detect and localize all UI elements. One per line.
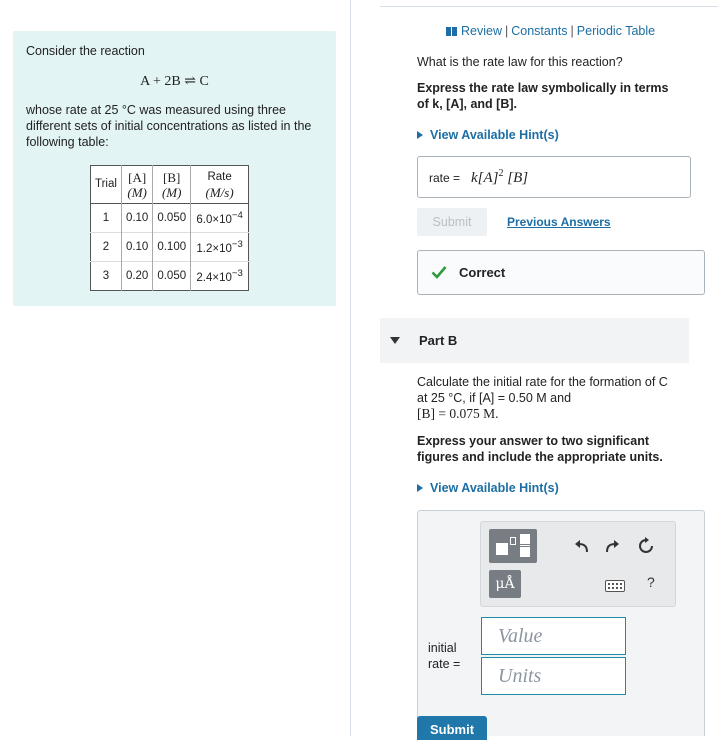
part-b-instruction: Express your answer to two significant figures and include the appropriate units.: [417, 434, 663, 464]
header-a: [A] (M): [121, 166, 152, 204]
templates-button[interactable]: [489, 529, 537, 563]
problem-statement-panel: [13, 31, 336, 306]
part-a-submit-button[interactable]: Submit: [417, 208, 487, 236]
cell-a: 0.10: [121, 204, 152, 233]
part-b-header[interactable]: [380, 318, 689, 363]
link-separator: |: [570, 24, 574, 38]
cell-rate: $6.0\times 10^{-4}$: [191, 204, 249, 233]
value-input[interactable]: [481, 617, 626, 655]
part-b-question: Calculate the initial rate for the formation of C at 25 °C, if [A] = 0.50 M and [B] = 0.075 M.: [417, 375, 668, 421]
top-divider: [380, 6, 718, 7]
hint-label: View Available Hint(s): [430, 481, 559, 495]
collapse-caret-icon: [390, 337, 400, 344]
header-trial: Trial: [95, 178, 117, 190]
hint-label: View Available Hint(s): [430, 128, 559, 142]
constants-link[interactable]: Constants: [511, 24, 568, 38]
cell-trial: 2: [102, 241, 110, 253]
part-b-title: Part B: [419, 333, 458, 348]
rate-law-expression: $k[A]^2$ [B]: [471, 168, 529, 186]
review-link[interactable]: Review: [461, 24, 502, 38]
cell-a: 0.20: [121, 262, 152, 291]
table-row: [91, 233, 249, 262]
check-icon: [431, 264, 447, 280]
reaction-description: whose rate at 25 °C was measured using three different sets of initial concentrations as listed in the following table:: [26, 103, 312, 149]
table-header-row: [91, 166, 249, 204]
reaction-rhs: C: [199, 74, 209, 89]
cell-trial: 1: [102, 212, 110, 224]
initial-rate-label: initial rate =: [428, 641, 461, 671]
cell-rate: $1.2\times 10^{-3}$: [191, 233, 249, 262]
part-a-question: What is the rate law for this reaction?: [417, 55, 623, 69]
cell-a: 0.10: [121, 233, 152, 262]
cell-b: 0.100: [153, 233, 191, 262]
book-icon: [446, 27, 457, 36]
periodic-table-link[interactable]: Periodic Table: [576, 24, 656, 38]
answer-label: rate =: [429, 171, 461, 185]
feedback-text: Correct: [459, 265, 506, 280]
part-a-hint-toggle[interactable]: [417, 128, 559, 142]
header-b: [B] (M): [153, 166, 191, 204]
table-row: [91, 262, 249, 291]
link-separator: |: [505, 24, 509, 38]
cell-b: 0.050: [153, 204, 191, 233]
equilibrium-arrow: ⇌: [184, 74, 196, 89]
help-button[interactable]: ?: [647, 574, 655, 590]
expand-triangle-icon: [417, 484, 423, 492]
redo-icon[interactable]: [603, 537, 621, 555]
table-row: [91, 204, 249, 233]
reset-icon[interactable]: [637, 537, 655, 555]
expand-triangle-icon: [417, 131, 423, 139]
cell-rate: $2.4\times 10^{-3}$: [191, 262, 249, 291]
math-toolbar: [480, 521, 676, 607]
header-rate: Rate (M/s): [191, 166, 249, 204]
previous-answers-link[interactable]: Previous Answers: [507, 215, 611, 229]
reaction-lhs: A + 2B: [140, 74, 181, 89]
part-a-instruction-line1: Express the rate law symbolically in terms: [417, 81, 669, 95]
column-divider: [350, 0, 351, 736]
cell-trial: 3: [102, 270, 110, 282]
units-button[interactable]: μÅ: [489, 570, 521, 598]
feedback-box: [417, 250, 705, 295]
part-a-instruction-line2: of k, [A], and [B].: [417, 97, 517, 111]
answer-editor: [417, 510, 705, 736]
keyboard-icon[interactable]: [605, 580, 625, 592]
part-a-answer-box: [417, 156, 691, 198]
reaction-equation: [13, 73, 336, 90]
cell-b: 0.050: [153, 262, 191, 291]
consider-text: Consider the reaction: [26, 44, 145, 58]
undo-icon[interactable]: [573, 537, 591, 555]
units-input[interactable]: [481, 657, 626, 695]
resource-links: [446, 24, 655, 38]
rate-data-table: [90, 165, 249, 291]
part-b-hint-toggle[interactable]: [417, 481, 559, 495]
part-b-submit-button[interactable]: Submit: [417, 716, 487, 740]
